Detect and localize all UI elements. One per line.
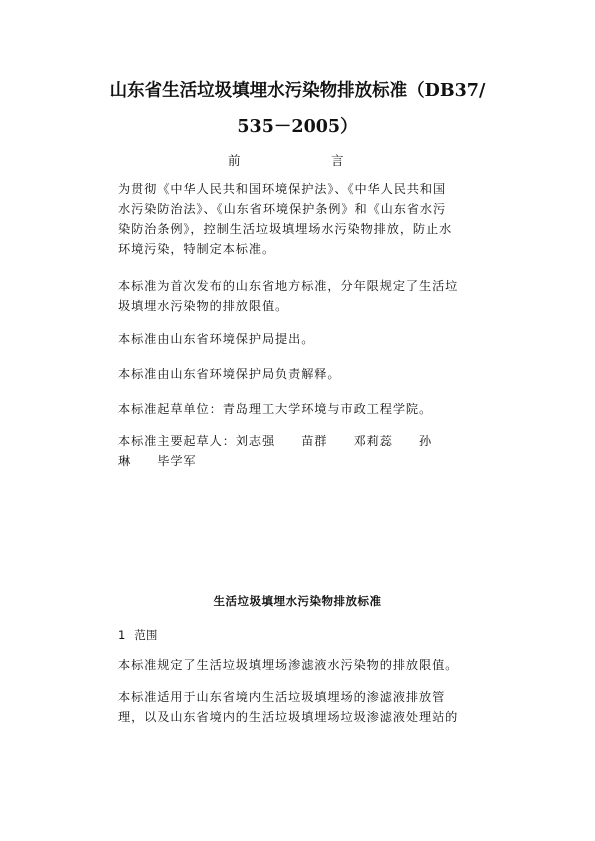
paragraph-line: 本标准适用于山东省境内生活垃圾填埋场的渗滤液排放管: [118, 690, 446, 704]
foreword-heading: [0, 151, 595, 169]
document-title: [60, 76, 535, 142]
paragraph-line: 本标准起草单位：青岛理工大学环境与市政工程学院。: [118, 402, 433, 416]
foreword-paragraph: [118, 329, 480, 349]
paragraph-line: 为贯彻《中华人民共和国环境保护法》、《中华人民共和国: [118, 182, 447, 196]
foreword-heading-char: 言: [331, 153, 344, 168]
foreword-paragraph: [118, 179, 480, 259]
drafters-paragraph: [118, 431, 480, 471]
document-title-line: 山东省生活垃圾填埋水污染物排放标准（DB37/: [109, 81, 486, 101]
clause-number: 1: [118, 628, 126, 642]
paragraph-line: 染防治条例》，控制生活垃圾填埋场水污染物排放，防止水: [118, 222, 453, 236]
paragraph-line: 圾填埋水污染物的排放限值。: [118, 299, 289, 313]
paragraph-line: 水污染防治法》、《山东省环境保护条例》和《山东省水污: [118, 202, 447, 216]
paragraph-line: 本标准为首次发布的山东省地方标准，分年限规定了生活垃: [118, 279, 459, 293]
paragraph-line: 环境污染，特制定本标准。: [118, 242, 276, 256]
paragraph-line: 理，以及山东省境内的生活垃圾填埋场垃圾渗滤液处理站的: [118, 710, 459, 724]
scope-paragraph: [118, 687, 480, 727]
document-title-line: 535－2005）: [237, 117, 358, 137]
scope-paragraph: [118, 655, 480, 675]
paragraph-line: 琳 毕学军: [118, 454, 197, 468]
paragraph-line: 本标准主要起草人：刘志强 苗群 邓莉蕊 孙: [118, 434, 433, 448]
standard-title: 生活垃圾填埋水污染物排放标准: [213, 594, 382, 608]
foreword-paragraph: [118, 399, 480, 419]
paragraph-line: 本标准由山东省环境保护局提出。: [118, 332, 315, 346]
foreword-paragraph: [118, 276, 480, 316]
foreword-heading-char: 前: [228, 153, 241, 168]
foreword-paragraph: [118, 364, 480, 384]
paragraph-line: 本标准由山东省环境保护局负责解释。: [118, 367, 341, 381]
paragraph-line: 本标准规定了生活垃圾填埋场渗滤液水污染物的排放限值。: [118, 658, 459, 672]
clause-heading: [118, 627, 157, 643]
clause-heading-text: 范围: [134, 628, 158, 642]
